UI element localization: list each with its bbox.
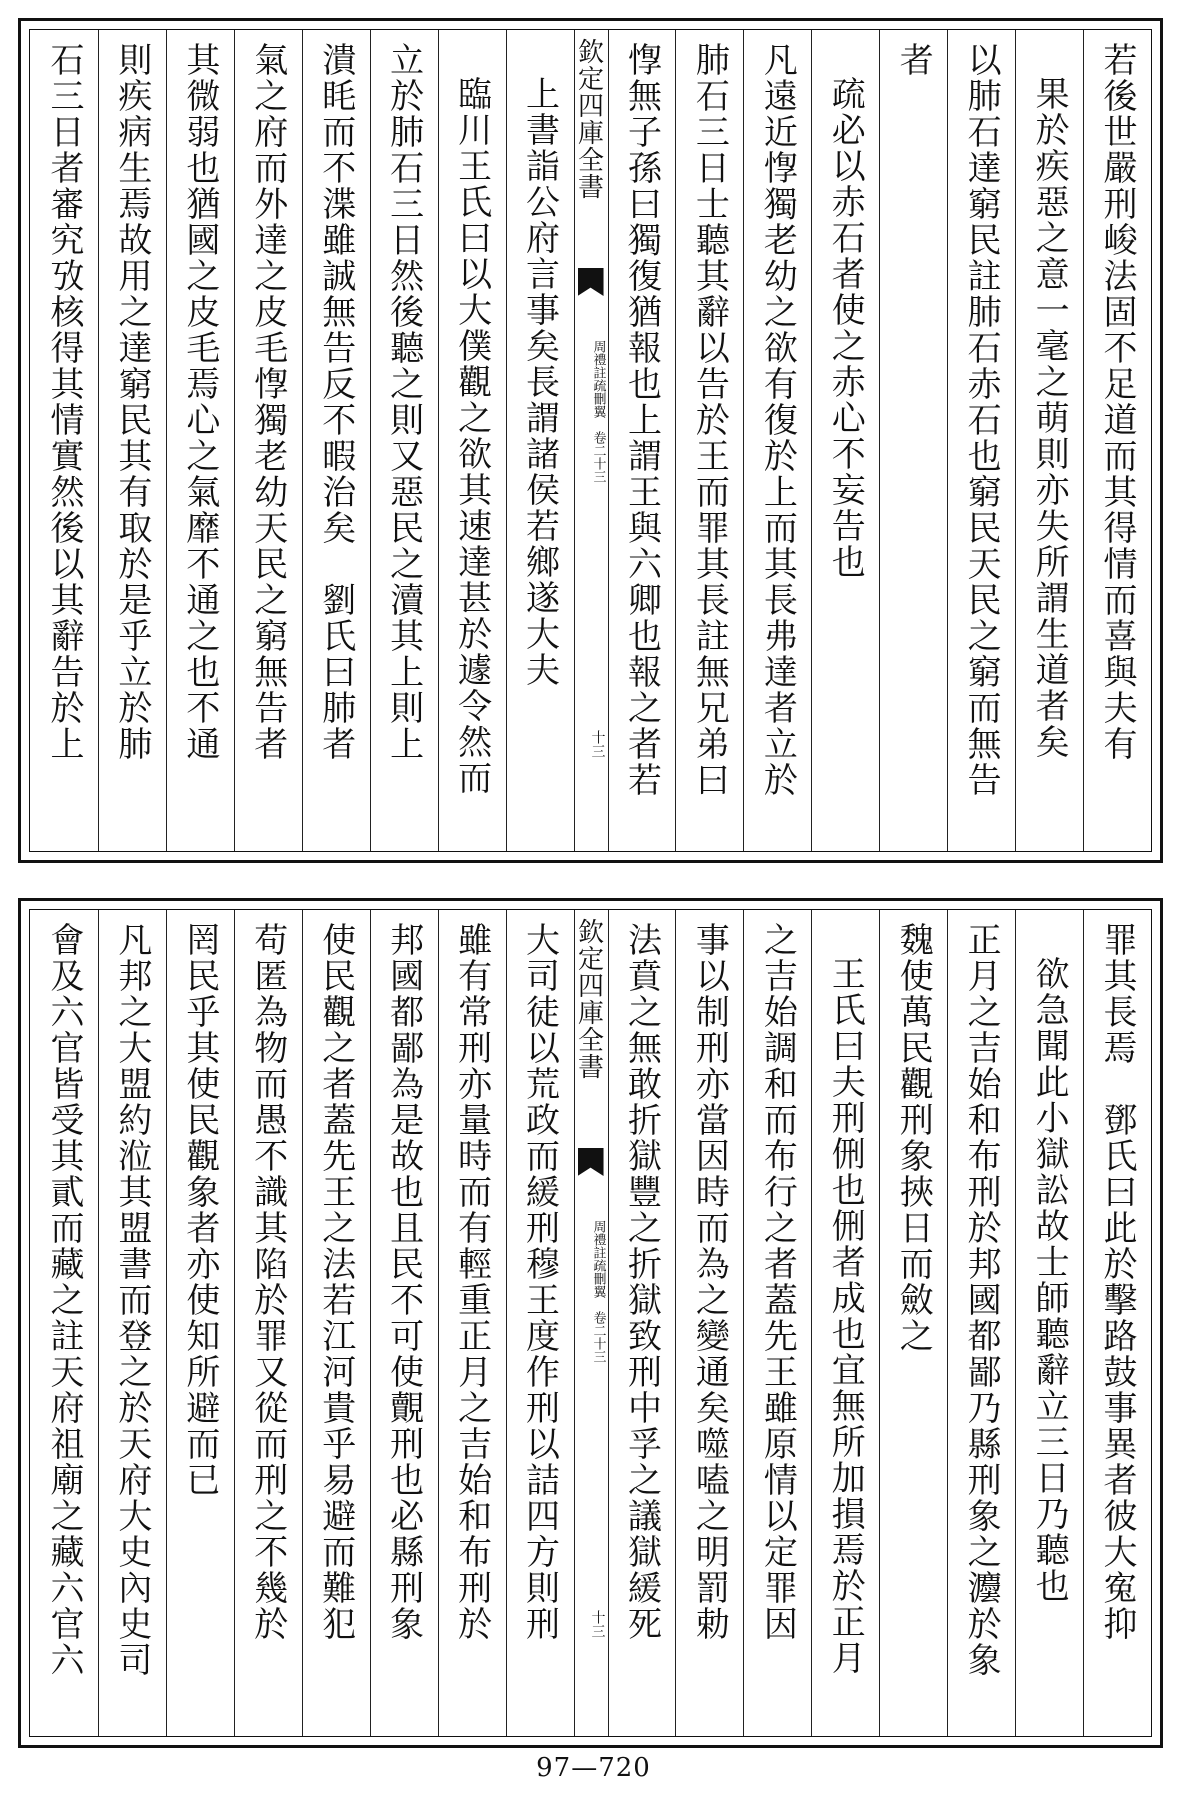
page-top	[18, 18, 1163, 863]
book-name: 周禮註疏刪翼	[590, 340, 606, 418]
column-text: 苟匿為物而愚不識其陷於罪又從而刑之不幾於	[247, 922, 288, 1642]
text-column	[506, 30, 574, 851]
column-text: 王氏曰夫刑侀也侀者成也宜無所加損焉於正月	[825, 956, 866, 1676]
column-text: 魏使萬民觀刑象挾日而斂之	[893, 922, 934, 1354]
text-column	[1015, 30, 1083, 851]
collection-title: 欽定四庫全書	[573, 918, 604, 1080]
text-column	[879, 30, 947, 851]
center-banner	[574, 910, 608, 1736]
text-column	[370, 30, 438, 851]
text-column	[1015, 910, 1083, 1736]
column-text: 凡遠近惸獨老幼之欲有復於上而其長弗達者立於	[757, 42, 798, 798]
text-column	[234, 910, 302, 1736]
book-name: 周禮註疏刪翼	[590, 1220, 606, 1298]
text-column	[1083, 910, 1151, 1736]
column-text: 則疾病生焉故用之達窮民其有取於是乎立於肺	[111, 42, 152, 762]
text-column	[947, 30, 1015, 851]
text-column	[811, 910, 879, 1736]
text-column	[30, 30, 98, 851]
center-banner	[574, 30, 608, 851]
text-column	[811, 30, 879, 851]
juan-number: 卷二十三	[590, 1311, 606, 1363]
juan-number: 卷二十三	[590, 431, 606, 483]
text-column	[30, 910, 98, 1736]
leaf-number: 十三	[589, 1610, 606, 1638]
text-column	[234, 30, 302, 851]
column-text: 邦國都鄙為是故也且民不可使覿刑也必縣刑象	[383, 922, 424, 1642]
text-column	[743, 910, 811, 1736]
column-text: 若後世嚴刑峻法固不足道而其得情而喜與夫有	[1097, 42, 1137, 762]
column-text: 事以制刑亦當因時而為之變通矣噬嗑之明罰勅	[689, 922, 730, 1642]
column-text: 者	[893, 42, 934, 78]
text-column	[438, 910, 506, 1736]
column-text: 惸無子孫曰獨復猶報也上謂王與六卿也報之者若	[621, 42, 662, 798]
column-text: 罔民乎其使民觀象者亦使知所避而已	[179, 922, 220, 1498]
text-column	[166, 30, 234, 851]
text-column	[1083, 30, 1151, 851]
column-text: 正月之吉始和布刑於邦國都鄙乃縣刑象之灋於象	[961, 922, 1002, 1678]
column-text: 果於疾惡之意一毫之萌則亦失所謂生道者矣	[1029, 76, 1070, 760]
column-text: 上書詣公府言事矣長謂諸侯若鄉遂大夫	[519, 76, 560, 688]
text-column	[506, 910, 574, 1736]
page-number-footer: 97—720	[536, 1753, 651, 1783]
text-column	[743, 30, 811, 851]
text-column	[608, 30, 676, 851]
text-columns	[30, 30, 1151, 851]
collection-title: 欽定四庫全書	[573, 38, 604, 200]
column-text: 雖有常刑亦量時而有輕重正月之吉始和布刑於	[451, 922, 492, 1642]
leaf-number: 十三	[589, 730, 606, 758]
text-column	[98, 910, 166, 1736]
book-title	[575, 1220, 608, 1363]
column-text: 石三日者審究攷核得其情實然後以其辭告於上	[43, 42, 84, 762]
text-column	[166, 910, 234, 1736]
column-text: 潰眊而不渫雖誠無告反不暇治矣 劉氏曰肺者	[315, 42, 356, 762]
text-columns	[30, 910, 1151, 1736]
column-text: 立於肺石三日然後聽之則又惡民之瀆其上則上	[383, 42, 424, 762]
text-column	[675, 910, 743, 1736]
text-column	[608, 910, 676, 1736]
page-bottom	[18, 898, 1163, 1748]
column-text: 欲急聞此小獄訟故士師聽辭立三日乃聽也	[1029, 956, 1070, 1604]
column-text: 凡邦之大盟約涖其盟書而登之於天府大史內史司	[111, 922, 152, 1678]
fish-tail-mark-icon	[578, 268, 604, 296]
column-text: 疏必以赤石者使之赤心不妄告也	[825, 76, 866, 580]
column-text: 肺石三日士聽其辭以告於王而罪其長註無兄弟曰	[689, 42, 730, 798]
page-frame	[29, 29, 1152, 852]
fish-tail-mark-icon	[578, 1148, 604, 1176]
text-column	[98, 30, 166, 851]
text-column	[370, 910, 438, 1736]
text-column	[879, 910, 947, 1736]
page-frame	[29, 909, 1152, 1737]
column-text: 其微弱也猶國之皮毛焉心之氣靡不通之也不通	[179, 42, 220, 762]
column-text: 大司徒以荒政而緩刑穆王度作刑以詰四方則刑	[519, 922, 560, 1642]
column-text: 臨川王氏曰以大僕觀之欲其速達甚於遽令然而	[451, 76, 492, 796]
column-text: 之吉始調和而布行之者蓋先王雖原情以定罪因	[757, 922, 798, 1642]
column-text: 罪其長焉 鄧氏曰此於擊路鼓事異者彼大寃抑	[1097, 922, 1137, 1642]
text-column	[302, 910, 370, 1736]
column-text: 會及六官皆受其貳而藏之註天府祖廟之藏六官六	[43, 922, 84, 1678]
column-text: 法賁之無敢折獄豐之折獄致刑中孚之議獄緩死	[621, 922, 662, 1642]
text-column	[302, 30, 370, 851]
text-column	[947, 910, 1015, 1736]
column-text: 以肺石達窮民註肺石赤石也窮民天民之窮而無告	[961, 42, 1002, 798]
column-text: 氣之府而外達之皮毛惸獨老幼天民之窮無告者	[247, 42, 288, 762]
text-column	[438, 30, 506, 851]
book-title	[575, 340, 608, 483]
text-column	[675, 30, 743, 851]
column-text: 使民觀之者蓋先王之法若江河貴乎易避而難犯	[315, 922, 356, 1642]
